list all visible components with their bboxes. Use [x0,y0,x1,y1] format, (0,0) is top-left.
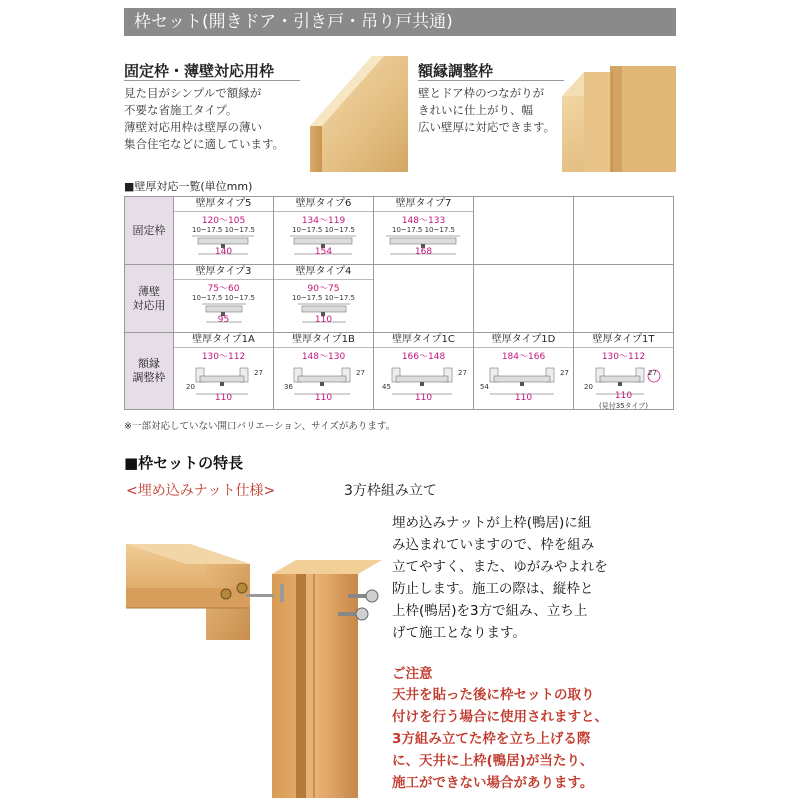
table-cell: 壁厚タイプ1D 184～166 27 54 110 [474,333,574,410]
table-cell: 壁厚タイプ1T 130～112 20 27 110 (見付35タイプ) [574,333,674,410]
table-cell-empty [374,265,474,333]
divider [418,80,564,81]
casing-frame-desc: 壁とドア枠のつながりが きれいに仕上がり、幅 広い壁厚に対応できます。 [418,86,556,134]
features-title: ■枠セットの特長 [124,454,244,472]
table-cell-empty [574,265,674,333]
table-note: ※一部対応していない開口バリエーション、サイズがあります。 [124,421,396,432]
header-title: 枠セット(開きドア・引き戸・吊り戸共通) [124,8,676,36]
table-cell: 壁厚タイプ6 134～119 10~17.5 10~17.5 154 [274,197,374,265]
table-cell-empty [474,197,574,265]
table-row [125,333,674,410]
row-head: 額縁 調整枠 [125,333,174,410]
wall-thickness-table [124,196,674,410]
table-cell: 壁厚タイプ7 148～133 10~17.5 10~17.5 168 [374,197,474,265]
frame-assembly-photo [126,508,388,798]
table-row [125,265,674,333]
casing-frame-photo [562,56,676,172]
table-cell: 壁厚タイプ4 90～75 10~17.5 10~17.5 110 [274,265,374,333]
table-cell: 壁厚タイプ1C 166～148 27 45 110 [374,333,474,410]
fixed-frame-title: 固定枠・薄壁対応用枠 [124,62,275,80]
row-head: 薄壁 対応用 [125,265,174,333]
table-cell: 壁厚タイプ1B 148～130 27 36 110 [274,333,374,410]
features-subtitle2: 3方枠組み立て [344,483,437,499]
table-cell-empty [574,197,674,265]
fixed-frame-photo [300,56,408,172]
caution-text: 天井を貼った後に枠セットの取り 付けを行う場合に使用されますと、 3方組み立てた枠を立ち上げる際 に、天井に上枠(鴨居)が当たり、 施工ができない場合があります。 [392,687,608,791]
caution-heading: ご注意 [392,666,433,682]
table-row [125,197,674,265]
features-subtitle: <埋め込みナット仕様> [126,483,276,499]
row-head: 固定枠 [125,197,174,265]
features-body: 埋め込みナットが上枠(鴨居)に組 み込まれていますので、枠を組み 立てやすく、また、ゆがみやよれを 防止します。施工の際は、縦枠と 上枠(鴨居)を3方で組み、立ち上 げて施工となります。 [392,515,608,641]
table-cell: 壁厚タイプ3 75～60 10~17.5 10~17.5 95 [174,265,274,333]
casing-frame-title: 額縁調整枠 [418,62,494,80]
table-cell-empty [474,265,574,333]
divider [124,80,300,81]
table-cell: 壁厚タイプ1A 130～112 27 20 110 [174,333,274,410]
table-cell: 壁厚タイプ5 120～105 10~17.5 10~17.5 140 [174,197,274,265]
fixed-frame-desc: 見た目がシンプルで額縁が 不要な省施工タイプ。 薄壁対応用枠は壁厚の薄い 集合住宅などに適しています。 [124,86,285,151]
wall-table-title: ■壁厚対応一覧(単位mm) [124,180,253,193]
